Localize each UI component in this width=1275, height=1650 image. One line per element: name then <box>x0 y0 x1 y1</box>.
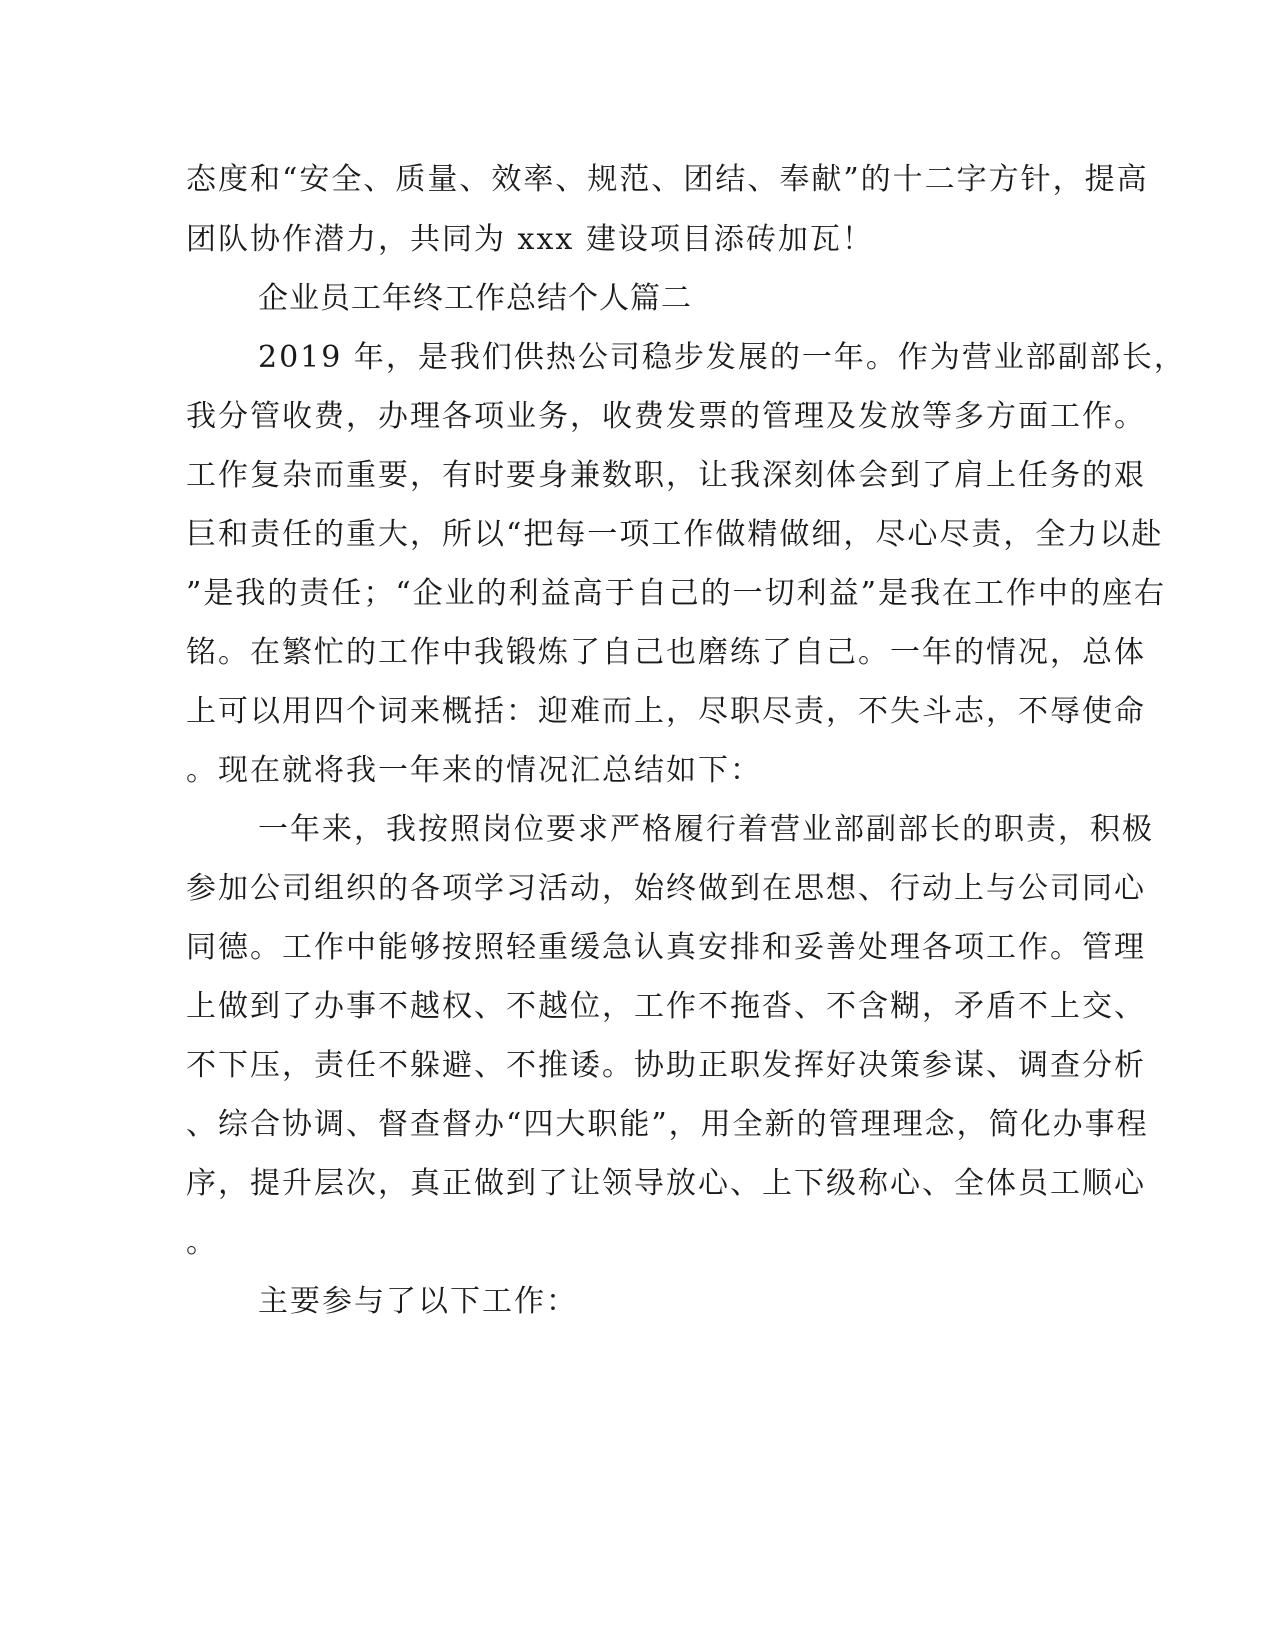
paragraph-line: 主要参与了以下工作： <box>258 1284 578 1319</box>
paragraph-line: 上可以用四个词来概括：迎难而上，尽职尽责，不失斗志，不辱使命 <box>186 694 1146 729</box>
paragraph-line: 、综合协调、督查督办“四大职能”，用全新的管理理念，简化办事程 <box>186 1107 1149 1142</box>
paragraph-line: 一年来，我按照岗位要求严格履行着营业部副部长的职责，积极 <box>258 812 1154 847</box>
paragraph-line: 参加公司组织的各项学习活动，始终做到在思想、行动上与公司同心 <box>186 871 1146 906</box>
paragraph-line: 态度和“安全、质量、效率、规范、团结、奉献”的十二字方针，提高 <box>186 162 1149 197</box>
paragraph-line: 2019 年，是我们供热公司稳步发展的一年。作为营业部副部长， <box>258 340 1186 375</box>
paragraph-line: 同德。工作中能够按照轻重缓急认真安排和妥善处理各项工作。管理 <box>186 930 1146 965</box>
section-heading: 企业员工年终工作总结个人篇二 <box>258 281 692 316</box>
paragraph-line: 巨和责任的重大，所以“把每一项工作做精做细，尽心尽责，全力以赴 <box>186 517 1164 552</box>
paragraph-line: 工作复杂而重要，有时要身兼数职，让我深刻体会到了肩上任务的艰 <box>186 458 1146 493</box>
paragraph-line: 我分管收费，办理各项业务，收费发票的管理及发放等多方面工作。 <box>186 399 1146 434</box>
paragraph-line: 。现在就将我一年来的情况汇总结如下： <box>186 753 762 788</box>
paragraph-line: 团队协作潜力，共同为 xxx 建设项目添砖加瓦！ <box>186 222 874 257</box>
paragraph-line: 铭。在繁忙的工作中我锻炼了自己也磨练了自己。一年的情况，总体 <box>186 635 1146 670</box>
paragraph-line: 上做到了办事不越权、不越位，工作不拖沓、不含糊，矛盾不上交、 <box>186 989 1146 1024</box>
paragraph-line: 。 <box>186 1225 218 1260</box>
paragraph-line: ”是我的责任；“企业的利益高于自己的一切利益”是我在工作中的座右 <box>186 576 1167 611</box>
paragraph-line: 序，提升层次，真正做到了让领导放心、上下级称心、全体员工顺心 <box>186 1166 1146 1201</box>
paragraph-line: 不下压，责任不躲避、不推诿。协助正职发挥好决策参谋、调查分析 <box>186 1048 1146 1083</box>
